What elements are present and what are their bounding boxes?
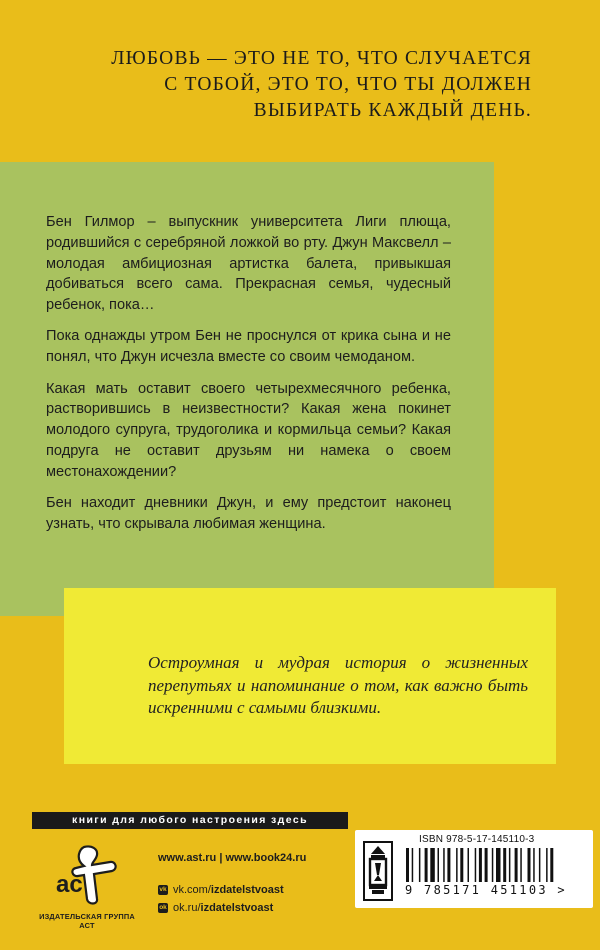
vk-prefix: vk.com/ xyxy=(173,884,211,896)
lantern-icon xyxy=(360,840,396,902)
ok-handle: izdatelstvoast xyxy=(200,902,274,914)
description-paragraph-4: Бен находит дневники Джун, и ему предстоит наконец узнать, что скрывала любимая женщина. xyxy=(46,495,451,532)
quote-line-2: С ТОБОЙ, ЭТО ТО, ЧТО ТЫ ДОЛЖЕН xyxy=(164,74,532,95)
ok-icon: ok xyxy=(159,904,167,911)
quote-line-3: ВЫБИРАТЬ КАЖДЫЙ ДЕНЬ. xyxy=(253,100,532,121)
publisher-caption: ИЗДАТЕЛЬСКАЯ ГРУППА АСТ xyxy=(39,912,135,930)
publisher-links xyxy=(158,852,306,918)
vk-link[interactable] xyxy=(158,882,306,898)
description-paragraph-3: Какая мать оставит своего четырехмесячного ребенка, растворившись в неизвестности? Какая жена покинет молодого супруга, трудоголика и кормильца семьи? Какая подруга не оставит друзьям ни намека о своем местонахождении? xyxy=(46,380,451,480)
vk-icon: vk xyxy=(159,886,167,893)
description-paragraph-1: Бен Гилмор – выпускник университета Лиги плюща, родившийся с серебряной ложкой во рту. Джун Максвелл – молодая амбициозная артистка балета, привыкшая добиваться всего сама. Прекрасная семья, чудесный ребенок, пока… xyxy=(46,214,451,314)
ok-link[interactable] xyxy=(158,900,306,916)
isbn-label: ISBN 978-5-17-145110-3 xyxy=(419,834,535,845)
vk-handle: izdatelstvoast xyxy=(210,884,284,896)
logo-wordmark: ас xyxy=(56,871,83,898)
quote-line-1: ЛЮБОВЬ — ЭТО НЕ ТО, ЧТО СЛУЧАЕТСЯ xyxy=(111,48,532,69)
ast-logo-icon xyxy=(52,843,124,905)
ok-prefix: ok.ru/ xyxy=(173,902,201,914)
description-paragraph-2: Пока однажды утром Бен не проснулся от крика сына и не понял, что Джун исчезла вместе со своим чемоданом. xyxy=(46,328,451,366)
barcode-digits: 9 785171 451103 > xyxy=(405,883,567,897)
website-links[interactable]: www.ast.ru | www.book24.ru xyxy=(158,852,307,864)
cover-quote xyxy=(78,46,532,124)
tagline-text: Остроумная и мудрая история о жизненных перепутьях и напоминание о том, как важно быть искренними с самыми близкими. xyxy=(148,653,528,717)
book-description xyxy=(46,212,451,545)
barcode-icon xyxy=(404,848,584,882)
promo-banner: книги для любого настроения здесь xyxy=(32,812,348,829)
